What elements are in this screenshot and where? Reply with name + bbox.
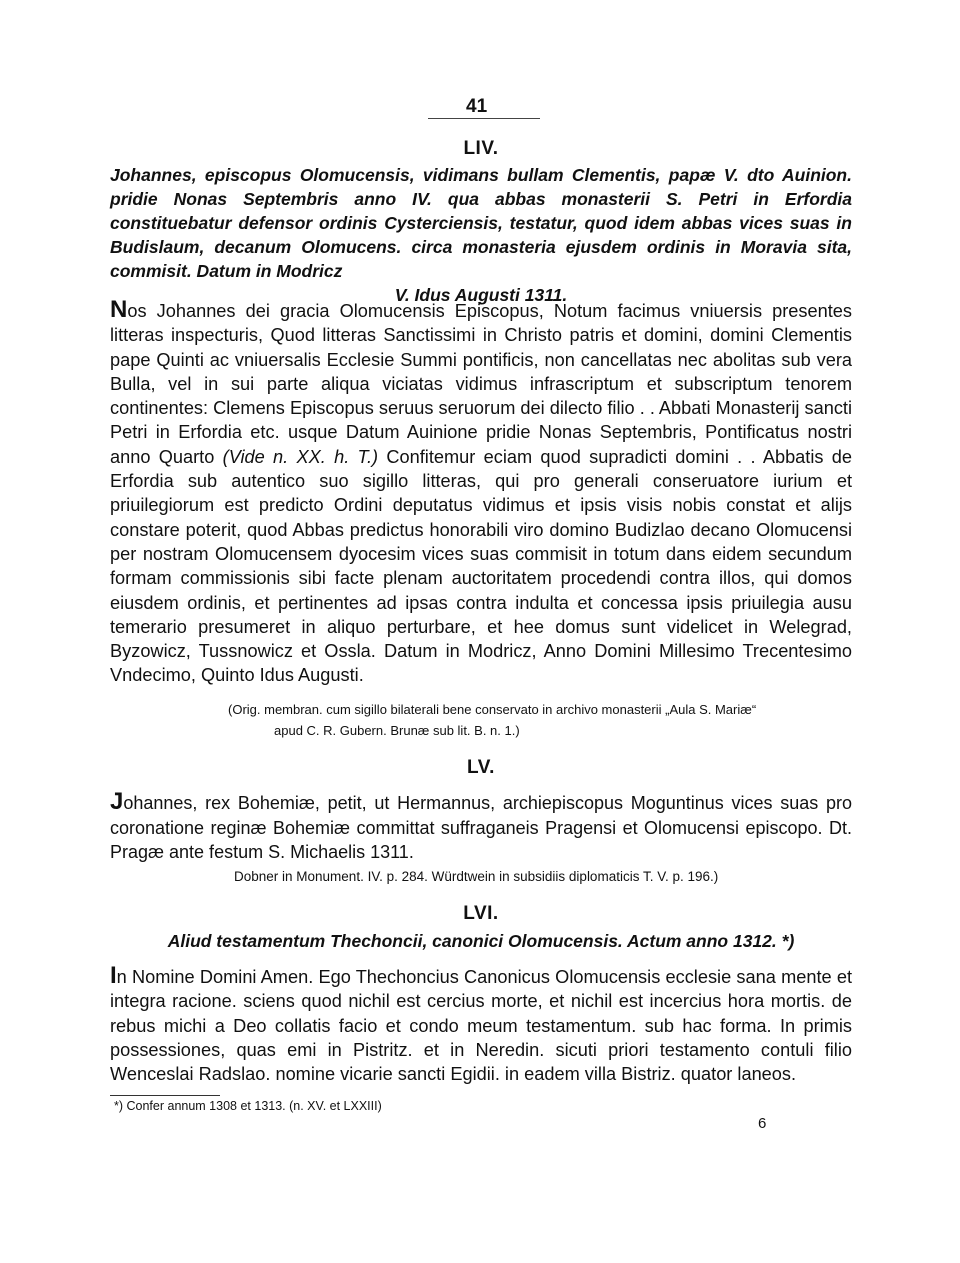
body-text-part: Confitemur eciam quod supradicti domini . . Abbatis de Erfordia sub autentico suo sigillo litteras, qui pro generali conseruatore iurium et priuilegiorum est predicto Ordini deputatus vidimus et ipsis visis nobis constat et alijs constare poterit, quod Abbas predictus honorabili viro domino Budizlao decano Olomucensi per nostram Olomucensem dyocesim vices suas commisit in totum dans eidem secundum formam commissionis sibi facte plenam auctoritatem procedendi contra illos, qui domos eiusdem ordinis, et pertinentes ad ipsas contra indulta et concessa ipsis priuilegia ausu temerario presumeret in aliquo perturbare, et hee domus sunt videlicet in Welegrad, Byzowicz, Tussnowicz et Ossla. Datum in Modricz, Anno Domini Millesimo Trecentesimo Vndecimo, Quinto Idus Augusti. (110, 446, 853, 686)
initial-letter: N (110, 296, 128, 323)
regest-liv-date: V. Idus Augusti 1311. (394, 285, 568, 305)
body-text-part: n Nomine Domini Amen. Ego Thechoncius Canonicus Olomucensis ecclesie sana mente et integra racione. sciens quod nichil est cercius morte, et nichil est incercius hora mortis. de rebus michi a Deo collatis facio et condo meum testamentum. sub hac forma. In primis possessiones, quas emi in Pistritz. et in Neredin. sicuti priori testamento contuli filio Wenceslai Radslao. nomine vicarie sancti Egidii. in eadem villa Bistriz. quator laneos. (110, 967, 852, 1085)
initial-letter: I (110, 962, 117, 989)
regest-liv-main: Johannes, episcopus Olomucensis, vidimans bullam Clementis, papæ V. dto Auinion. pridie Nonas Septembris anno IV. qua abbas monasterii S. Petri in Erfordia constituebatur defensor ordinis Cysterciensis, testatur, quod idem abbas vices suas in Budislaum, decanum Olomucens. circa monasteria ejusdem ordinis in Moravia sita, commisit. Datum in Modricz (110, 165, 852, 281)
regest-lvi: Aliud testamentum Thechoncii, canonici Olomucensis. Actum anno 1312. *) (167, 931, 795, 951)
document-heading-lvi: LVI. (463, 903, 499, 924)
initial-letter: J (110, 788, 124, 815)
footnote-rule (110, 1095, 220, 1096)
source-note-line: apud C. R. Gubern. Brunæ sub lit. B. n. 1.) (274, 723, 520, 738)
regest-liv (110, 163, 852, 307)
footnote: *) Confer annum 1308 et 1313. (n. XV. et LXXIII) (114, 1099, 382, 1113)
page-number-rule (428, 118, 540, 119)
source-note-line: (Orig. membran. cum sigillo bilaterali bene conservato in archivo monasterii „Aula S. Mariæ“ (228, 702, 757, 717)
document-body-liv (110, 298, 852, 688)
body-text-part: os Johannes dei gracia Olomucensis Episcopus, Notum facimus vniuersis presentes litteras inspecturis, Quod litteras Sanctissimi in Christo patris et domini, domini Clementis pape Quinti ac vniuersalis Ecclesie Summi pontificis, non cancellatas nec abolitas sub vera Bulla, vel in sui parte aliqua viciatas vidimus infrascriptum et subscriptum tenorem continentes: Clemens Episcopus seruus seruorum dei dilecto filio . . Abbati Monasterij sancti Petri in Erfordia etc. usque Datum Auinione pridie Nonas Septembris, Pontificatus nostri anno Quarto (110, 301, 853, 467)
document-heading-liv: LIV. (463, 138, 499, 159)
document-heading-lv: LV. (467, 757, 495, 778)
document-body-lvi (110, 964, 852, 1086)
regest-lv-text: ohannes, rex Bohemiæ, petit, ut Hermannus, archiepiscopus Moguntinus vices suas pro coronatione reginæ Bohemiæ committat suffraganeis Pragensi et Olomucensi episcopo. Dt. Pragæ ante festum S. Michaelis 1311. (110, 793, 852, 862)
signature-mark: 6 (758, 1115, 767, 1132)
page-number: 41 (466, 96, 488, 117)
source-note-liv (228, 699, 756, 741)
cross-reference: (Vide n. XX. h. T.) (222, 446, 379, 467)
source-note-lv: Dobner in Monument. IV. p. 284. Würdtwein in subsidiis diplomaticis T. V. p. 196.) (234, 869, 719, 884)
regest-lv (110, 790, 852, 865)
